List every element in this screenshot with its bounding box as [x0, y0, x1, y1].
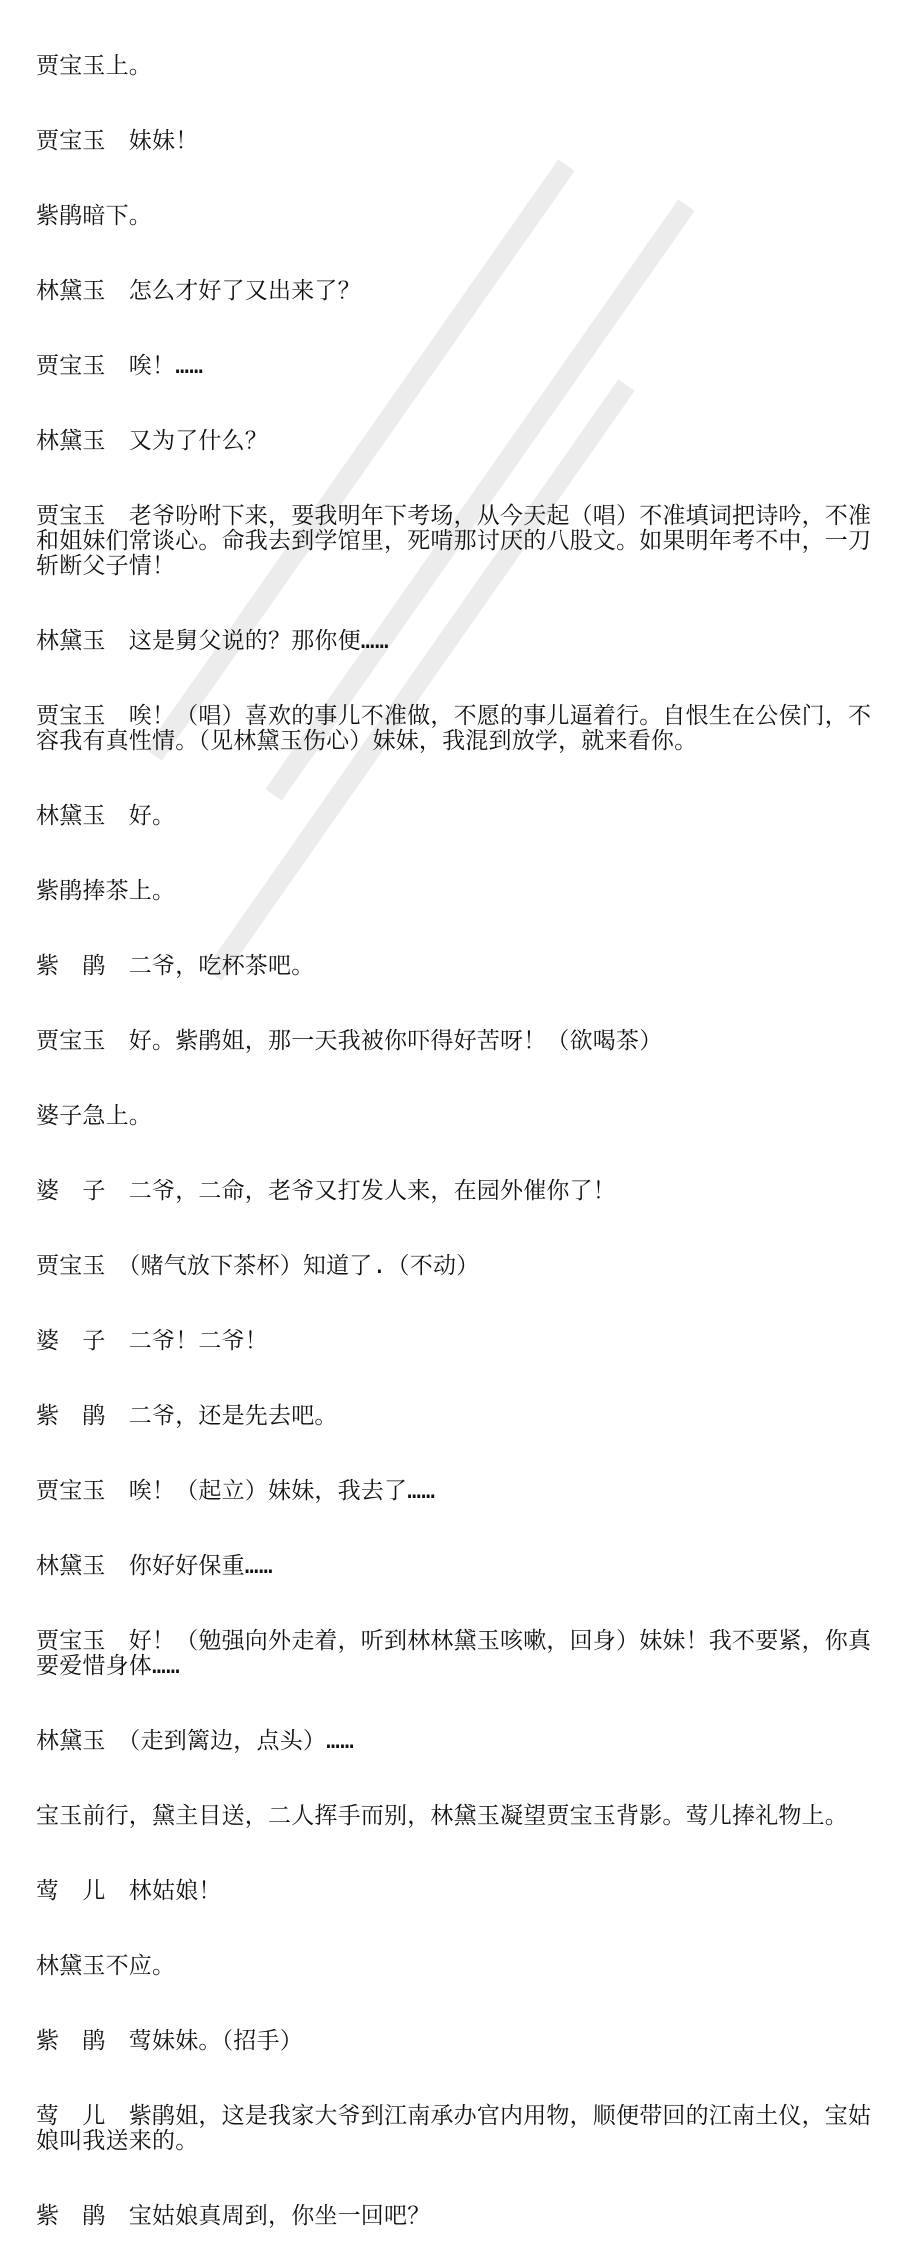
script-line: 贾宝玉 妹妹！ [36, 128, 199, 154]
script-line: 莺 儿 林姑娘！ [36, 1878, 222, 1904]
script-line: 宝玉前行，黛主目送，二人挥手而别，林黛玉凝望贾宝玉背影。莺儿捧礼物上。 [36, 1803, 848, 1829]
script-line: 紫 鹃 莺妹妹。（招手） [36, 2028, 303, 2054]
script-line: 婆 子 二爷！二爷！ [36, 1328, 268, 1354]
script-line: 紫鹃捧茶上。 [36, 878, 176, 904]
script-line: 贾宝玉 好！（勉强向外走着，听到林林黛玉咳嗽，回身）妹妹！我不要紧，你真要爱惜身体…… [36, 1628, 872, 1679]
script-line: 贾宝玉 老爷吩咐下来，要我明年下考场，从今天起（唱）不准填词把诗吟，不准和姐妹们常谈心。命我去到学馆里，死啃那讨厌的八股文。如果明年考不中，一刀斩断父子情！ [36, 503, 872, 579]
script-line: 婆 子 二爷，二命，老爷又打发人来，在园外催你了！ [36, 1178, 616, 1204]
script-line: 紫 鹃 宝姑娘真周到，你坐一回吧？ [36, 2203, 431, 2229]
script-line: 贾宝玉上。 [36, 53, 152, 79]
script-line: 紫 鹃 二爷，吃杯茶吧。 [36, 953, 315, 979]
script-line: 林黛玉 又为了什么？ [36, 428, 268, 454]
script-line: 紫 鹃 二爷，还是先去吧。 [36, 1403, 338, 1429]
script-text [36, 4, 876, 2254]
script-line: 林黛玉 怎么才好了又出来了？ [36, 278, 361, 304]
script-line: 莺 儿 紫鹃姐，这是我家大爷到江南承办官内用物，顺便带回的江南土仪，宝姑娘叫我送来的。 [36, 2103, 872, 2154]
script-line: 林黛玉 好。 [36, 803, 176, 829]
script-line: 林黛玉 你好好保重…… [36, 1553, 273, 1579]
script-line: 林黛玉 （走到篱边，点头）…… [36, 1728, 355, 1754]
script-line: 贾宝玉 唉！（起立）妹妹，我去了…… [36, 1478, 436, 1504]
script-line: 林黛玉 这是舅父说的？那你便…… [36, 628, 389, 654]
script-line: 婆子急上。 [36, 1103, 152, 1129]
script-line: 贾宝玉 好。紫鹃姐，那一天我被你吓得好苦呀！（欲喝茶） [36, 1028, 663, 1054]
script-line: 贾宝玉 （赌气放下茶杯）知道了.（不动） [36, 1253, 480, 1279]
script-line: 贾宝玉 唉！（唱）喜欢的事儿不准做，不愿的事儿逼着行。自恨生在公侯门，不容我有真性情。（见林黛玉伤心）妹妹，我混到放学，就来看你。 [36, 703, 872, 754]
script-line: 林黛玉不应。 [36, 1953, 176, 1979]
script-line: 紫鹃暗下。 [36, 203, 152, 229]
script-line: 贾宝玉 唉！…… [36, 353, 204, 379]
